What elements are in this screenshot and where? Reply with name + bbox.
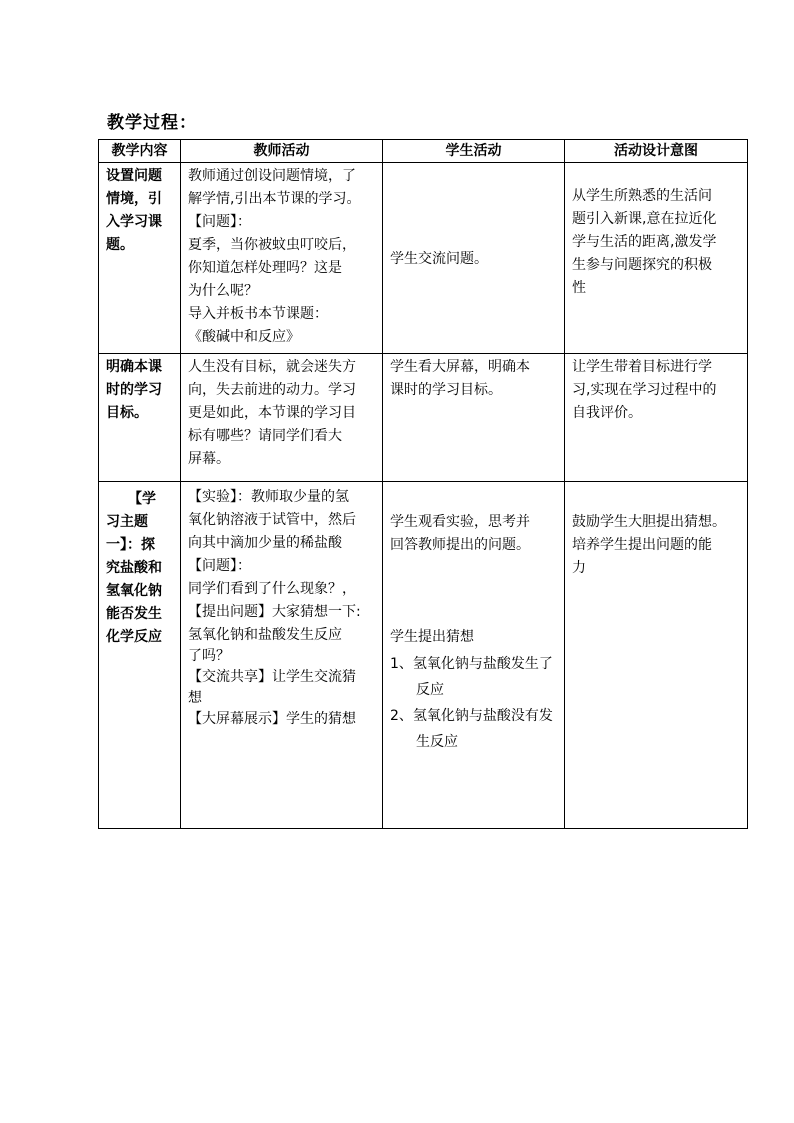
table-row	[99, 354, 748, 482]
teacher-line: 标有哪些？请同学们看大	[188, 428, 342, 444]
intent-line: 学与生活的距离,激发学	[572, 234, 717, 250]
lesson-process-table	[98, 139, 748, 829]
intent-line: 生参与问题探究的积极	[572, 257, 712, 273]
teacher-line: 屏幕。	[188, 451, 230, 467]
teacher-line: 夏季，当你被蚊虫叮咬后，	[188, 237, 356, 253]
row2-topic-cell	[99, 354, 181, 482]
row1-teacher-cell	[181, 163, 383, 354]
student-line: 课时的学习目标。	[390, 382, 502, 398]
student-guess-item: 2、氢氧化钠与盐酸没有发生反应	[390, 708, 553, 750]
intent-line: 培养学生提出问题的能	[572, 537, 712, 553]
teacher-line: 教师通过创设问题情境，了	[188, 168, 356, 184]
student-line: 学生看大屏幕，明确本	[390, 359, 530, 375]
teacher-line: 想	[188, 690, 202, 706]
teacher-line: 导入并板书本节课题：	[188, 306, 328, 322]
table-header-row	[99, 140, 748, 163]
table-row	[99, 482, 748, 829]
row3-topic-cell	[99, 482, 181, 829]
intent-line: 让学生带着目标进行学	[572, 359, 712, 375]
topic-line: 目标。	[106, 405, 148, 421]
topic-line: 时的学习	[106, 382, 162, 398]
section-title: 教学过程：	[107, 113, 197, 133]
student-guess-title: 学生提出猜想	[390, 629, 474, 645]
teacher-line: 向其中滴加少量的稀盐酸	[188, 535, 342, 551]
teacher-line: 你知道怎样处理吗？这是	[188, 260, 342, 276]
header-teacher-activity: 教师活动	[181, 140, 383, 163]
topic-line: 入学习课	[106, 214, 162, 230]
row2-intent-cell	[565, 354, 748, 482]
topic-line: 能否发生	[106, 606, 162, 622]
row3-intent-cell	[565, 482, 748, 829]
teacher-line: 解学情,引出本节课的学习。	[188, 191, 361, 207]
topic-line: 习主题	[106, 514, 148, 530]
teacher-line: 更是如此，本节课的学习目	[188, 405, 356, 421]
topic-line: 情境，引	[106, 191, 162, 207]
teacher-line: 了吗？	[188, 648, 230, 664]
row2-teacher-cell	[181, 354, 383, 482]
teacher-line: 【交流共享】让学生交流猜	[188, 669, 356, 685]
teacher-line: 【问题】：	[188, 558, 251, 574]
intent-line: 习,实现在学习过程中的	[572, 382, 717, 398]
intent-line: 鼓励学生大胆提出猜想。	[572, 514, 726, 530]
teacher-line: 人生没有目标，就会迷失方	[188, 359, 356, 375]
teacher-line: 《酸碱中和反应》	[188, 329, 300, 345]
topic-line: 【学	[128, 491, 156, 507]
teacher-line: 向，失去前进的动力。学习	[188, 382, 356, 398]
student-guess-item: 1、氢氧化钠与盐酸发生了反应	[390, 656, 553, 698]
row1-student-cell	[383, 163, 565, 354]
header-student-activity: 学生活动	[383, 140, 565, 163]
topic-line: 设置问题	[106, 168, 162, 184]
table-row	[99, 163, 748, 354]
intent-line: 自我评价。	[572, 405, 642, 421]
student-line: 学生交流问题。	[390, 250, 488, 267]
row3-student-cell	[383, 482, 565, 829]
topic-line: 一】：探	[106, 537, 155, 553]
row1-topic-cell	[99, 163, 181, 354]
teacher-line: 【问题】：	[188, 214, 251, 230]
intent-line: 题引入新课,意在拉近化	[572, 211, 717, 227]
teacher-line: 【提出问题】大家猜想一下:	[188, 604, 361, 620]
topic-line: 氢氧化钠	[106, 583, 162, 599]
topic-line: 题。	[106, 237, 134, 253]
intent-line: 力	[572, 560, 586, 576]
intent-line: 性	[572, 280, 586, 296]
row3-teacher-cell	[181, 482, 383, 829]
header-content: 教学内容	[99, 140, 181, 163]
row2-student-cell	[383, 354, 565, 482]
row1-intent-cell	[565, 163, 748, 354]
teacher-line: 为什么呢？	[188, 283, 258, 299]
teacher-line: 【大屏幕展示】学生的猜想	[188, 711, 356, 727]
teacher-line: 氧化钠溶液于试管中，然后	[188, 512, 356, 528]
teacher-line: 氢氧化钠和盐酸发生反应	[188, 627, 342, 643]
student-line: 学生观看实验，思考并	[390, 514, 530, 530]
topic-line: 究盐酸和	[106, 560, 162, 576]
student-line: 回答教师提出的问题。	[390, 537, 530, 553]
header-design-intent: 活动设计意图	[565, 140, 748, 163]
teacher-line: 【实验】：教师取少量的氢	[188, 489, 349, 505]
topic-line: 化学反应	[106, 629, 162, 645]
teacher-line: 同学们看到了什么现象？，	[188, 581, 356, 597]
topic-line: 明确本课	[106, 359, 162, 375]
intent-line: 从学生所熟悉的生活问	[572, 188, 712, 204]
